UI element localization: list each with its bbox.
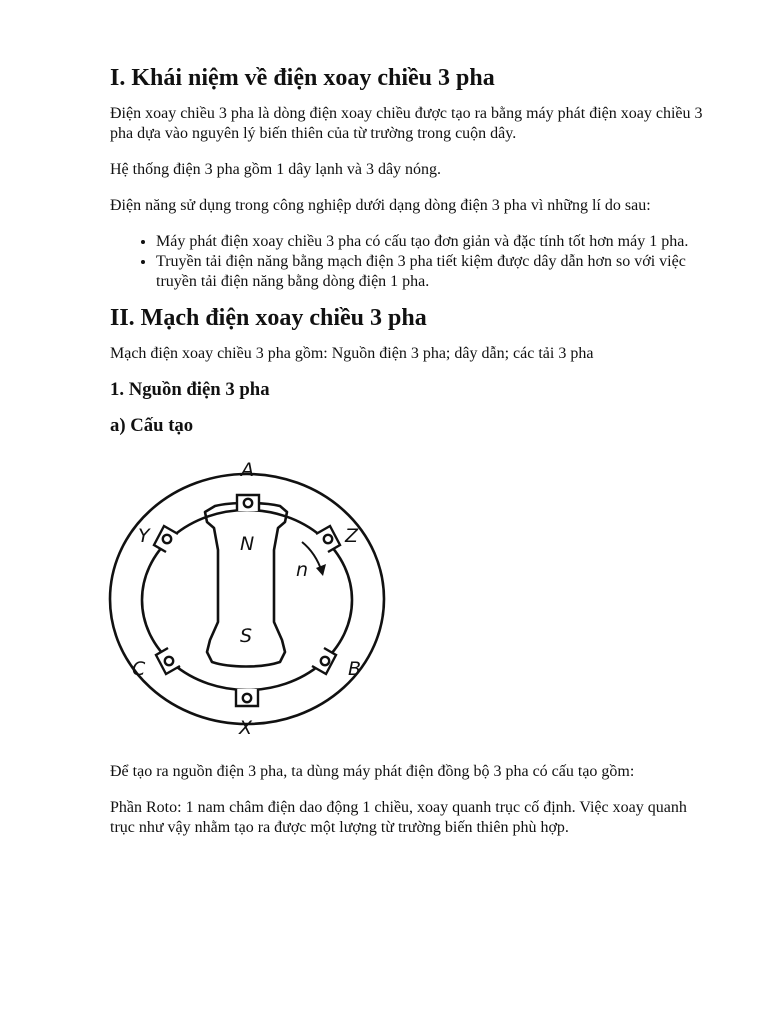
label-s-pole: S [240,625,253,647]
terminal-z [324,535,332,543]
terminal-y [163,535,171,543]
list-item: • Máy phát điện xoay chiều 3 pha có cấu tạo đơn giản và đặc tính tốt hơn máy 1 pha. [156,232,710,252]
label-b: B [348,658,362,680]
terminal-a [244,499,252,507]
stator-outer-ring [110,474,384,724]
section-1-paragraph-3: Điện năng sử dụng trong công nghiệp dưới dạng dòng điện 3 pha vì những lí do sau: [110,197,651,214]
section-1-heading: I. Khái niệm về điện xoay chiều 3 pha [110,65,495,91]
list-item: • Truyền tải điện năng bằng mạch điện 3 pha tiết kiệm được dây dẫn hơn so với việc truyền tải điện năng bằng dòng điện 1 pha. [156,252,710,292]
document-page [110,65,710,854]
label-x: X [239,717,253,739]
terminal-c [165,657,173,665]
subsection-heading: 1. Nguồn điện 3 pha [110,379,270,400]
label-y: Y [138,525,150,547]
label-z: Z [345,525,359,547]
section-1-paragraph-1: Điện xoay chiều 3 pha là dòng điện xoay chiều được tạo ra bằng máy phát điện xoay chiều 3 pha dựa vào nguyên lý biến thiên của từ trường trong cuộn dây. [110,105,703,142]
label-rotation-n: n [296,559,309,581]
label-c: C [132,658,146,680]
rotation-arrowhead [316,564,326,576]
terminal-b [321,657,329,665]
section-3-paragraph-1: Để tạo ra nguồn điện 3 pha, ta dùng máy phát điện đồng bộ 3 pha có cấu tạo gồm: [110,763,635,780]
label-a: A [241,459,254,481]
reasons-list [110,232,710,292]
terminal-x [243,694,251,702]
generator-diagram [106,450,396,740]
section-2-paragraph-1: Mạch điện xoay chiều 3 pha gồm: Nguồn điện 3 pha; dây dẫn; các tải 3 pha [110,345,594,362]
section-2-heading: II. Mạch điện xoay chiều 3 pha [110,305,427,331]
label-n-pole: N [240,533,255,555]
section-1-paragraph-2: Hệ thống điện 3 pha gồm 1 dây lạnh và 3 dây nóng. [110,161,442,178]
section-3-paragraph-2: Phần Roto: 1 nam châm điện dao động 1 chiều, xoay quanh trục cố định. Việc xoay quanh trục như vậy nhằm tạo ra được một lượng từ trường biến thiên phù hợp. [110,799,687,836]
subsection-a-heading: a) Cấu tạo [110,415,194,436]
